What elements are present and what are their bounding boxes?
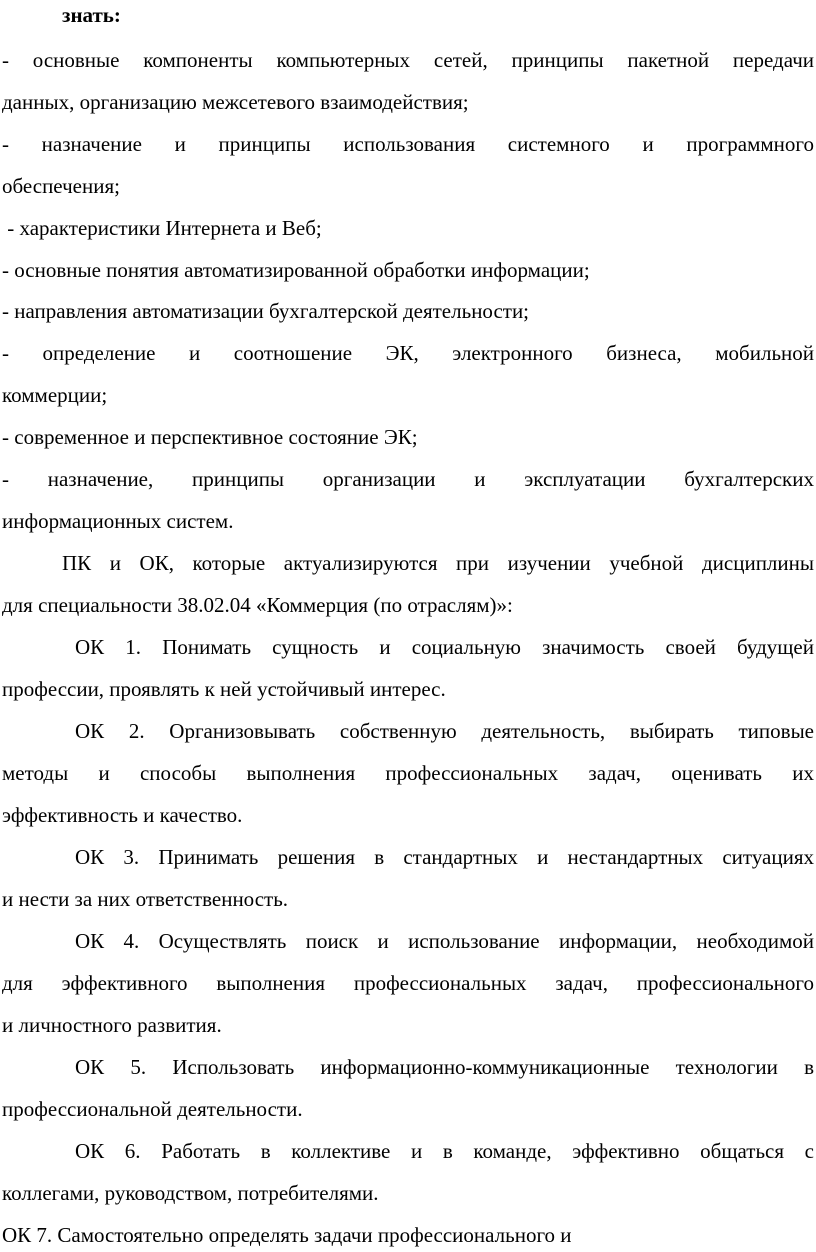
know-item-8-line-1: - назначение, принципы организации и эксплуатации бухгалтерских xyxy=(2,467,814,491)
ok2-line-1: ОК 2. Организовывать собственную деятельность, выбирать типовые xyxy=(75,719,814,743)
ok1-line-1: ОК 1. Понимать сущность и социальную значимость своей будущей xyxy=(75,635,814,659)
know-item-8-line-2: информационных систем. xyxy=(2,509,234,533)
know-item-1-line-2: данных, организацию межсетевого взаимодействия; xyxy=(2,90,469,114)
ok6-line-2: коллегами, руководством, потребителями. xyxy=(2,1181,379,1205)
ok1-line-2: профессии, проявлять к ней устойчивый интерес. xyxy=(2,677,446,701)
intro-line-2: для специальности 38.02.04 «Коммерция (по отраслям)»: xyxy=(2,593,513,617)
know-item-5: - направления автоматизации бухгалтерской деятельности; xyxy=(2,299,530,323)
ok3-line-1: ОК 3. Принимать решения в стандартных и нестандартных ситуациях xyxy=(75,845,814,869)
ok4-line-2: для эффективного выполнения профессиональных задач, профессионального xyxy=(2,971,814,995)
know-item-2-line-2: обеспечения; xyxy=(2,174,120,198)
know-item-3: - характеристики Интернета и Веб; xyxy=(2,216,322,240)
ok4-line-3: и личностного развития. xyxy=(2,1013,222,1037)
know-item-4: - основные понятия автоматизированной обработки информации; xyxy=(2,258,590,282)
intro-line-1: ПК и ОК, которые актуализируются при изучении учебной дисциплины xyxy=(62,551,814,575)
know-item-6-line-2: коммерции; xyxy=(2,383,108,407)
ok5-line-1: ОК 5. Использовать информационно-коммуникационные технологии в xyxy=(75,1055,814,1079)
know-item-1-line-1: - основные компоненты компьютерных сетей, принципы пакетной передачи xyxy=(2,48,814,72)
know-item-6-line-1: - определение и соотношение ЭК, электронного бизнеса, мобильной xyxy=(2,341,814,365)
ok2-line-2: методы и способы выполнения профессиональных задач, оценивать их xyxy=(2,761,814,785)
know-item-7: - современное и перспективное состояние ЭК; xyxy=(2,425,418,449)
heading-know: знать: xyxy=(62,3,121,27)
ok7-line-1: ОК 7. Самостоятельно определять задачи профессионального и xyxy=(2,1223,572,1247)
ok4-line-1: ОК 4. Осуществлять поиск и использование информации, необходимой xyxy=(75,929,814,953)
ok6-line-1: ОК 6. Работать в коллективе и в команде, эффективно общаться с xyxy=(75,1139,814,1163)
ok5-line-2: профессиональной деятельности. xyxy=(2,1097,303,1121)
ok3-line-2: и нести за них ответственность. xyxy=(2,887,289,911)
know-item-2-line-1: - назначение и принципы использования системного и программного xyxy=(2,132,814,156)
ok2-line-3: эффективность и качество. xyxy=(2,803,243,827)
